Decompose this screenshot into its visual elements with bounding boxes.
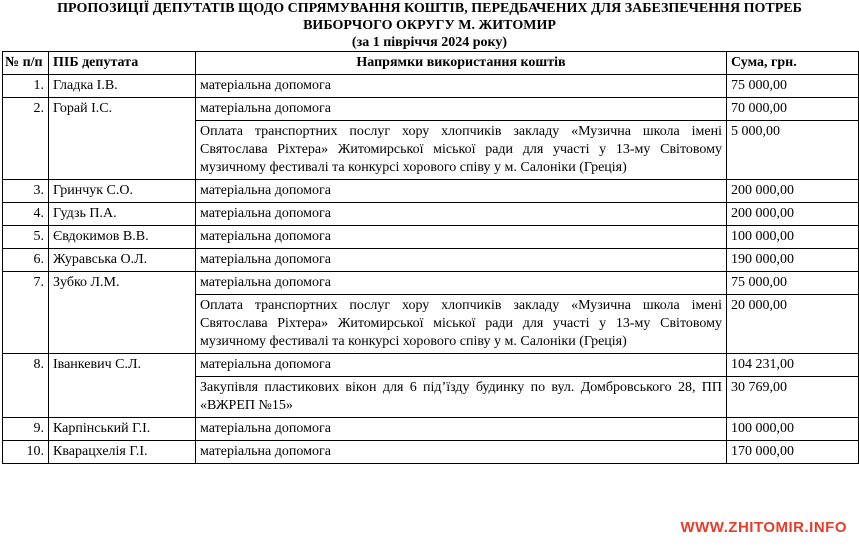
sum-cell: 20 000,00	[727, 295, 859, 354]
direction-cell: матеріальна допомога	[196, 441, 727, 464]
sum-cell: 75 000,00	[727, 75, 859, 98]
sum-cell: 190 000,00	[727, 249, 859, 272]
sum-cell: 5 000,00	[727, 121, 859, 180]
deputy-name: Гладка І.В.	[49, 75, 196, 98]
row-number: 6.	[3, 249, 49, 272]
direction-cell: матеріальна допомога	[196, 98, 727, 121]
table-header-row	[3, 52, 859, 75]
table-row	[3, 272, 859, 295]
table-row	[3, 98, 859, 121]
title-line-2: ВИБОРЧОГО ОКРУГУ М. ЖИТОМИР	[303, 18, 556, 33]
direction-cell: Оплата транспортних послуг хору хлопчиків закладу «Музична школа імені Святослава Ріхтера» Житомирської міської ради для участі у 13-му Світовому музичному фестивалі та конкурсі хорового співу у м. Салоніки (Греція)	[196, 121, 727, 180]
header-num: № п/п	[3, 52, 49, 75]
row-number: 2.	[3, 98, 49, 180]
deputies-table	[2, 51, 859, 464]
sum-cell: 70 000,00	[727, 98, 859, 121]
header-direction: Напрямки використання коштів	[196, 52, 727, 75]
table-row	[3, 249, 859, 272]
row-number: 10.	[3, 441, 49, 464]
row-number: 3.	[3, 180, 49, 203]
row-number: 9.	[3, 418, 49, 441]
table-row	[3, 418, 859, 441]
direction-cell: матеріальна допомога	[196, 180, 727, 203]
direction-cell: Оплата транспортних послуг хору хлопчиків закладу «Музична школа імені Святослава Ріхтера» Житомирської міської ради для участі у 13-му Світовому музичному фестивалі та конкурсі хорового співу у м. Салоніки (Греція)	[196, 295, 727, 354]
sum-cell: 170 000,00	[727, 441, 859, 464]
direction-cell: матеріальна допомога	[196, 418, 727, 441]
row-number: 8.	[3, 354, 49, 418]
watermark-logo: WWW.ZHITOMIR.INFO	[680, 519, 847, 536]
deputy-name: Євдокимов В.В.	[49, 226, 196, 249]
direction-cell: матеріальна допомога	[196, 203, 727, 226]
table-row	[3, 203, 859, 226]
row-number: 4.	[3, 203, 49, 226]
sum-cell: 200 000,00	[727, 180, 859, 203]
table-row	[3, 226, 859, 249]
sum-cell: 75 000,00	[727, 272, 859, 295]
table-row	[3, 441, 859, 464]
direction-cell: матеріальна допомога	[196, 354, 727, 377]
row-number: 5.	[3, 226, 49, 249]
row-number: 1.	[3, 75, 49, 98]
direction-cell: матеріальна допомога	[196, 75, 727, 98]
direction-cell: Закупівля пластикових вікон для 6 під’їзду будинку по вул. Домбровського 28, ПП «ВЖРЕП №15»	[196, 377, 727, 418]
table-row	[3, 354, 859, 377]
sum-cell: 100 000,00	[727, 226, 859, 249]
deputy-name: Кварацхелія Г.І.	[49, 441, 196, 464]
title-line-3: (за 1 півріччя 2024 року)	[351, 35, 508, 50]
header-name: ПІБ депутата	[49, 52, 196, 75]
deputy-name: Зубко Л.М.	[49, 272, 196, 354]
deputy-name: Журавська О.Л.	[49, 249, 196, 272]
deputy-name: Іванкевич С.Л.	[49, 354, 196, 418]
sum-cell: 30 769,00	[727, 377, 859, 418]
title-line-1: ПРОПОЗИЦІЇ ДЕПУТАТІВ ЩОДО СПРЯМУВАННЯ КОШТІВ, ПЕРЕДБАЧЕНИХ ДЛЯ ЗАБЕЗПЕЧЕННЯ ПОТРЕБ	[57, 1, 802, 16]
table-row	[3, 180, 859, 203]
direction-cell: матеріальна допомога	[196, 272, 727, 295]
table-body	[3, 75, 859, 464]
sum-cell: 104 231,00	[727, 354, 859, 377]
sum-cell: 200 000,00	[727, 203, 859, 226]
deputy-name: Горай І.С.	[49, 98, 196, 180]
direction-cell: матеріальна допомога	[196, 226, 727, 249]
deputy-name: Гринчук С.О.	[49, 180, 196, 203]
header-sum: Сума, грн.	[727, 52, 859, 75]
deputy-name: Гудзь П.А.	[49, 203, 196, 226]
row-number: 7.	[3, 272, 49, 354]
direction-cell: матеріальна допомога	[196, 249, 727, 272]
sum-cell: 100 000,00	[727, 418, 859, 441]
document-title	[0, 0, 859, 51]
table-row	[3, 75, 859, 98]
deputy-name: Карпінський Г.І.	[49, 418, 196, 441]
